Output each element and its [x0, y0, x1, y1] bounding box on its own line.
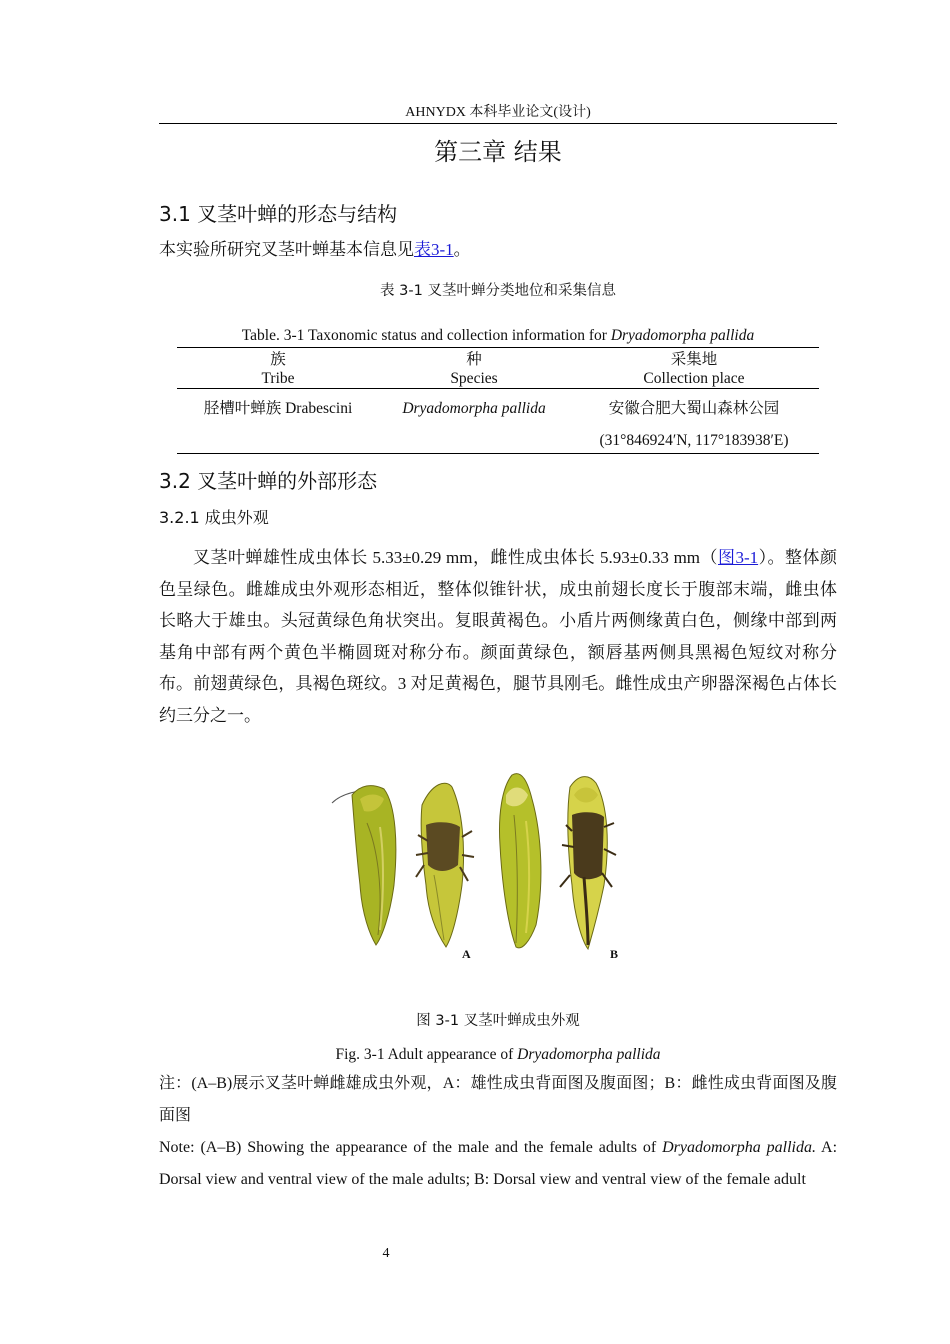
paragraph-text-1: 叉茎叶蝉雄性成虫体长 5.33±0.29 mm，雌性成虫体长 5.93±0.33 mm（ [193, 548, 718, 567]
cell-place: 安徽合肥大蜀山森林公园 [608, 400, 780, 417]
section-intro [159, 238, 837, 262]
leafhopper-photos [322, 765, 632, 965]
taxonomy-table [177, 347, 819, 455]
figure-label-a: A [462, 947, 471, 961]
note-en-rest: A: Dorsal view and ventral view of the male adults; B: Dorsal view and ventral view of the female adult [159, 1139, 838, 1188]
section-heading-3-1: 3.1 叉茎叶蝉的形态与结构 [159, 202, 398, 226]
table-ref-link[interactable]: 表3-1 [414, 240, 454, 259]
leafhopper-figure [322, 765, 632, 965]
header-species-en: Species [450, 370, 498, 387]
header-species-cn: 种 [466, 351, 482, 368]
note-en-text: Note: (A–B) Showing the appearance of the male and the female adults of [159, 1139, 663, 1156]
male-dorsal-specimen [332, 786, 396, 945]
table-top-rule [177, 347, 819, 348]
intro-text: 本实验所研究叉茎叶蝉基本信息见 [159, 240, 414, 259]
figure-label-b: B [610, 947, 619, 961]
figure-note-cn: 注：(A–B)展示叉茎叶蝉雌雄成虫外观，A：雄性成虫背面图及腹面图；B：雌性成虫背面图及腹面图 [159, 1075, 837, 1124]
appearance-paragraph [159, 542, 837, 731]
intro-end: 。 [453, 240, 471, 259]
header-rule [159, 123, 837, 124]
header-tribe-cn: 族 [270, 351, 286, 368]
paragraph-text-2: ）。整体颜色呈绿色。雌雄成虫外观形态相近，整体似锥针状，成虫前翅长度长于腹部末端，雌虫体长略大于雄虫。头冠黄绿色角状突出。复眼黄褐色。小盾片两侧缘黄白色，侧缘中部到两基角中部有两个黄色半椭圆斑对称分布。颜面黄绿色，额唇基两侧具黑褐色短纹对称分布。前翅黄绿色，具褐色斑纹。3 对足黄褐色，腿节具刚毛。雌性成虫产卵器深褐色占体长约三分之一。 [159, 548, 837, 725]
figure-caption-species: Dryadomorpha pallida [517, 1046, 661, 1063]
female-dorsal-specimen [500, 774, 541, 948]
table-caption-en-text: Table. 3-1 Taxonomic status and collection information for [241, 327, 611, 344]
male-ventral-specimen [416, 783, 474, 947]
table-caption-species: Dryadomorpha pallida [610, 327, 755, 344]
cell-species: Dryadomorpha pallida [402, 400, 546, 417]
figure-caption-en-text: Fig. 3-1 Adult appearance of [335, 1046, 518, 1063]
page-number: 4 [382, 1246, 390, 1261]
figure-ref-link[interactable]: 图3-1 [717, 548, 759, 567]
header-place-cn: 采集地 [670, 351, 718, 368]
cell-tribe: 胫槽叶蝉族 Drabescini [203, 400, 353, 417]
section-heading-3-2: 3.2 叉茎叶蝉的外部形态 [159, 469, 378, 493]
figure-note-en [159, 1132, 837, 1196]
figure-caption-cn: 图 3-1 叉茎叶蝉成虫外观 [416, 1013, 580, 1029]
header-place-en: Collection place [643, 370, 745, 387]
header-tribe-en: Tribe [261, 370, 295, 387]
table-header-rule [177, 388, 819, 389]
note-en-species: Dryadomorpha pallida. [662, 1139, 816, 1156]
running-header: AHNYDX 本科毕业论文(设计) [405, 105, 591, 120]
table-bottom-rule [177, 453, 819, 454]
cell-coordinates: (31°846924′N, 117°183938′E) [599, 432, 789, 449]
subsection-heading-3-2-1: 3.2.1 成虫外观 [159, 508, 269, 527]
table-caption-cn: 表 3-1 叉茎叶蝉分类地位和采集信息 [380, 283, 616, 299]
female-ventral-specimen [560, 777, 616, 949]
chapter-title: 第三章 结果 [434, 138, 562, 166]
table-caption-en [159, 326, 837, 346]
figure-caption-en [159, 1045, 837, 1065]
